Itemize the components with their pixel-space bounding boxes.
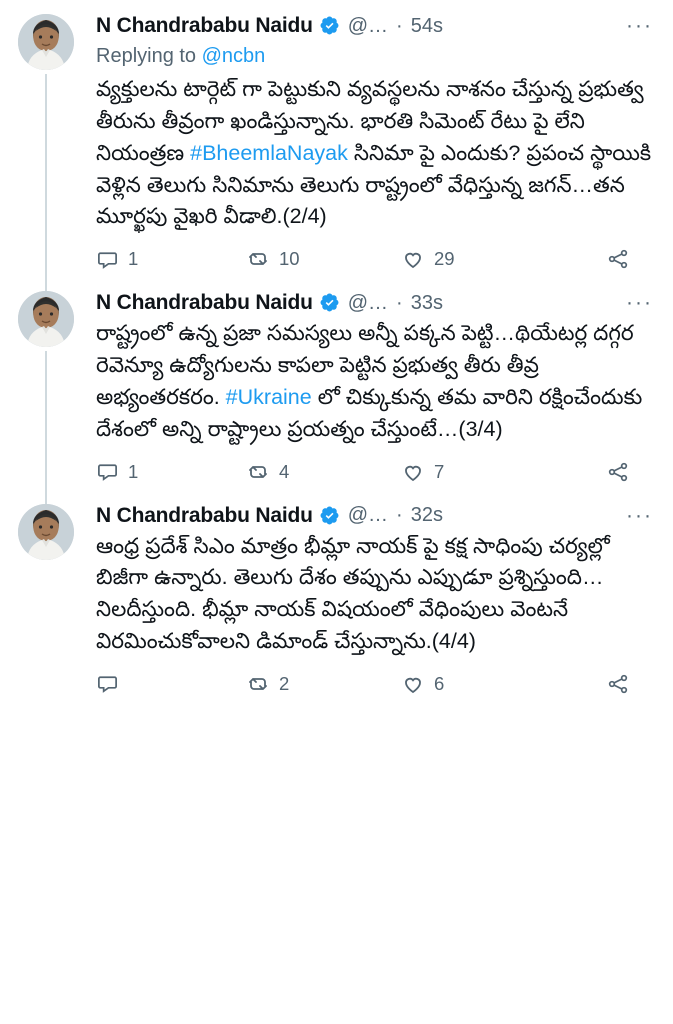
reply-count: 1 xyxy=(128,248,139,270)
display-name[interactable]: N Chandrababu Naidu xyxy=(96,503,313,527)
tweet-actions xyxy=(96,247,655,271)
like-heart-icon xyxy=(401,672,425,696)
like-button[interactable] xyxy=(401,672,556,696)
retweet-button[interactable] xyxy=(246,460,401,484)
tweet-text-part1: ఆంధ్ర ప్రదేశ్ సిఎం మాత్రం భీమ్లా నాయక్ పై కక్ష సాధింపు చర్యల్లో బిజీగా ఉన్నారు. తెలుగు దేశం తప్పును ఎప్పుడూ ప్రశ్నిస్తుంది…నిలదీస్తుంది. భీమ్లా నాయక్ విషయంలో వేధింపులు వెంటనే విరమించుకోవాలని డిమాండ్ చేస్తున్నాను.(4/4) xyxy=(96,533,610,654)
more-options-icon[interactable]: ··· xyxy=(626,291,653,315)
timestamp[interactable]: 32s xyxy=(410,504,443,527)
like-count: 6 xyxy=(434,672,445,694)
retweet-icon xyxy=(246,460,270,484)
like-heart-icon xyxy=(401,460,425,484)
like-count: 29 xyxy=(434,248,455,270)
retweet-button[interactable] xyxy=(246,247,401,271)
reply-icon xyxy=(96,672,119,695)
timestamp[interactable]: 54s xyxy=(410,14,443,37)
avatar[interactable] xyxy=(18,14,74,70)
share-icon xyxy=(606,672,630,696)
hashtag-link[interactable]: #BheemlaNayak xyxy=(190,140,348,165)
tweet-body xyxy=(92,291,655,489)
tweet-text xyxy=(96,531,655,658)
tweet-text-part2: సినిమా పై ఎందుకు? ప్రపంచ స్థాయికి వెళ్లిన తెలుగు సినిమాను తెలుగు రాష్ట్రంలో వేధిస్తున్న జగన్…తన మూర్ఖపు వైఖరి వీడాలి.(2/4) xyxy=(96,140,652,229)
share-icon xyxy=(606,460,630,484)
share-button[interactable] xyxy=(606,247,639,271)
tweet-header xyxy=(96,291,655,314)
tweet-text xyxy=(96,74,655,233)
tweet-text xyxy=(96,318,655,445)
tweet-actions xyxy=(96,460,655,484)
reply-count: 1 xyxy=(128,460,139,482)
display-name[interactable]: N Chandrababu Naidu xyxy=(96,14,313,37)
display-name[interactable]: N Chandrababu Naidu xyxy=(96,291,313,315)
tweet-item[interactable] xyxy=(0,494,673,706)
more-options-icon[interactable]: ··· xyxy=(626,503,653,527)
like-button[interactable] xyxy=(401,247,556,271)
avatar-image xyxy=(18,504,74,560)
verified-badge-icon xyxy=(319,505,340,526)
user-handle[interactable]: @… xyxy=(347,291,389,314)
separator-dot: · xyxy=(396,14,403,37)
user-handle[interactable]: @… xyxy=(347,504,389,527)
tweet-text-part2: లో చిక్కుకున్న తమ వారిని రక్షించేందుకు దేశంలో అన్ని రాష్ట్రాలు ప్రయత్నం చేస్తుంటే…(3/4) xyxy=(96,384,643,441)
avatar-image xyxy=(18,291,74,347)
reply-icon xyxy=(96,248,119,271)
separator-dot: · xyxy=(396,291,403,314)
share-button[interactable] xyxy=(606,672,639,696)
tweet-header xyxy=(96,14,655,37)
more-options-icon[interactable]: ··· xyxy=(626,14,653,38)
replying-to-line xyxy=(96,43,655,70)
retweet-icon xyxy=(246,672,270,696)
timestamp[interactable]: 33s xyxy=(410,291,443,314)
tweet-header xyxy=(96,504,655,527)
avatar[interactable] xyxy=(18,504,74,560)
verified-badge-icon xyxy=(319,15,340,36)
verified-badge-icon xyxy=(319,292,340,313)
user-handle[interactable]: @… xyxy=(347,14,389,37)
avatar-column xyxy=(18,504,92,702)
avatar[interactable] xyxy=(18,291,74,347)
like-button[interactable] xyxy=(401,460,556,484)
separator-dot: · xyxy=(396,504,403,527)
tweet-actions xyxy=(96,672,655,696)
share-icon xyxy=(606,247,630,271)
reply-button[interactable] xyxy=(96,460,246,483)
avatar-image xyxy=(18,14,74,70)
thread-connector-line xyxy=(45,74,47,291)
like-heart-icon xyxy=(401,247,425,271)
avatar-column xyxy=(18,14,92,277)
like-count: 7 xyxy=(434,460,445,482)
tweet-body xyxy=(92,504,655,702)
reply-button[interactable] xyxy=(96,672,246,695)
avatar-column xyxy=(18,291,92,489)
reply-button[interactable] xyxy=(96,248,246,271)
reply-icon xyxy=(96,460,119,483)
replying-to-label: Replying to xyxy=(96,45,197,68)
retweet-count: 2 xyxy=(279,672,290,694)
retweet-count: 10 xyxy=(279,248,300,270)
tweet-item[interactable] xyxy=(0,281,673,493)
tweet-text-part1: వ్యక్తులను టార్గెట్ గా పెట్టుకుని వ్యవస్థలను నాశనం చేస్తున్న ప్రభుత్వ తీరును తీవ్రంగా ఖండిస్తున్నాను. భారతి సిమెంట్ రేటు పై లేని నియంత్రణ xyxy=(96,77,644,165)
retweet-count: 4 xyxy=(279,460,290,482)
tweet-item[interactable] xyxy=(0,0,673,281)
hashtag-link[interactable]: #Ukraine xyxy=(225,384,312,409)
retweet-icon xyxy=(246,247,270,271)
thread-connector-line xyxy=(45,351,47,503)
share-button[interactable] xyxy=(606,460,639,484)
tweet-body xyxy=(92,14,655,277)
tweet-text-part1: రాష్ట్రంలో ఉన్న ప్రజా సమస్యలు అన్నీ పక్కన పెట్టి…థియేటర్ల దగ్గర రెవెన్యూ ఉద్యోగులను కాపలా పెట్టిన ప్రభుత్వ తీరు తీవ్ర అభ్యంతరకరం. xyxy=(96,321,634,409)
retweet-button[interactable] xyxy=(246,672,401,696)
replying-to-handle[interactable]: @ncbn xyxy=(201,45,266,68)
